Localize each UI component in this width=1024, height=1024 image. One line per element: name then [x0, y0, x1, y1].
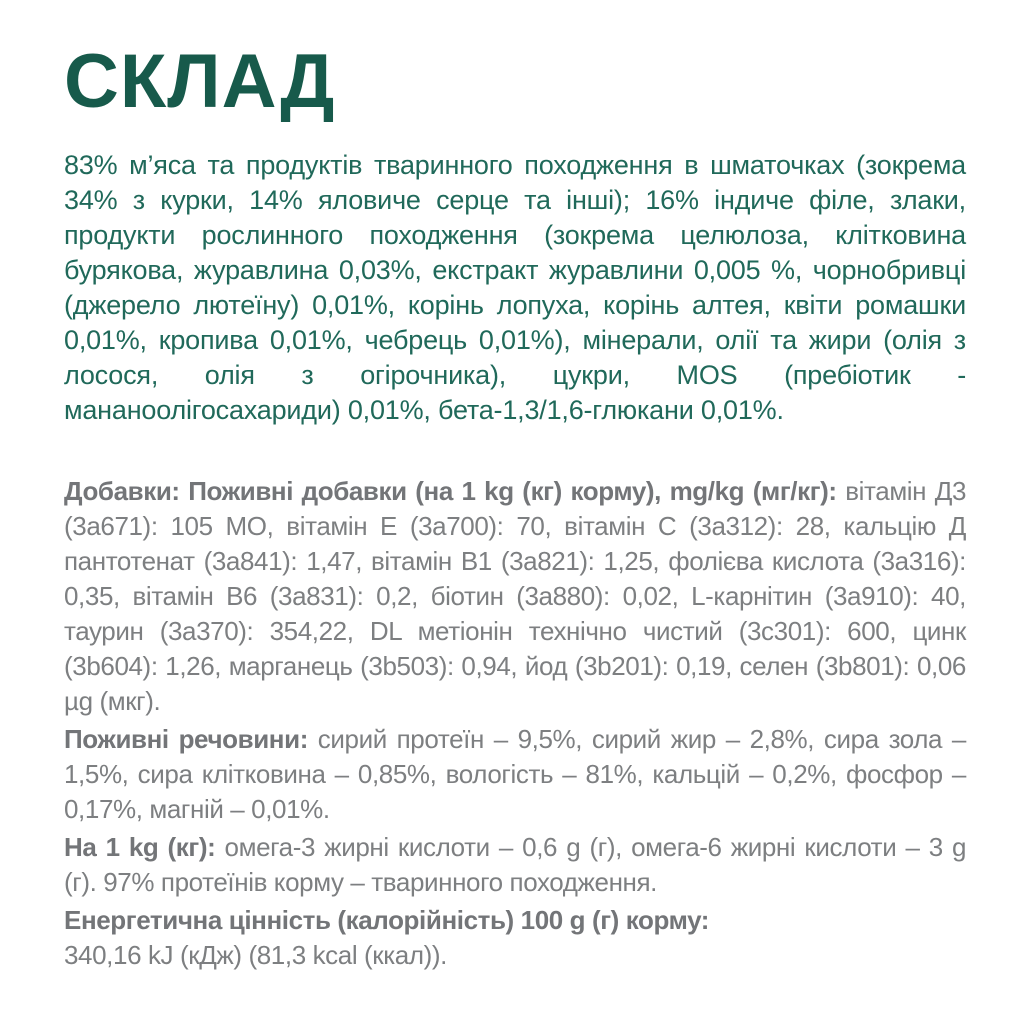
nutrients-paragraph: [64, 722, 966, 827]
additives-paragraph: [64, 474, 966, 719]
nutrients-text: сирий протеїн – 9,5%, сирий жир – 2,8%, сира зола – 1,5%, сира клітковина – 0,85%, вологість – 81%, кальцій – 0,2%, фосфор – 0,17%, магній – 0,01%.: [64, 724, 966, 824]
nutrients-label: Поживні речовини:: [64, 724, 308, 754]
energy-paragraph: [64, 903, 966, 973]
per-kg-paragraph: [64, 830, 966, 900]
nutrition-details: [64, 474, 966, 973]
energy-value: 340,16 kJ (кДж) (81,3 kcal (ккал)).: [64, 940, 447, 970]
additives-text: вітамін Д3 (3а671): 105 МО, вітамін Е (3а700): 70, вітамін С (3а312): 28, кальцію Д пантотенат (3а841): 1,47, вітамін В1 (3а821): 1,25, фолієва кислота (3а316): 0,35, вітамін В6 (3а831): 0,2, біотин (3а880): 0,02, L-карнітин (3а910): 40, таурин (3а370): 354,22, DL метіонін технічно чистий (3с301): 600, цинк (3b604): 1,26, марганець (3b503): 0,94, йод (3b201): 0,19, селен (3b801): 0,06 µg (мкг).: [64, 476, 967, 716]
page-title: СКЛАД: [64, 39, 336, 124]
per-kg-text: омега-3 жирні кислоти – 0,6 g (г), омега-6 жирні кислоти – 3 g (г). 97% протеїнів корму – тваринного походження.: [64, 832, 967, 897]
energy-label: Енергетична цінність (калорійність) 100 g (г) корму:: [64, 905, 710, 935]
additives-label: Добавки: Поживні добавки (на 1 kg (кг) корму), mg/kg (мг/кг):: [64, 476, 837, 506]
per-kg-label: На 1 kg (кг):: [64, 832, 216, 862]
composition-text: 83% м’яса та продуктів тваринного походження в шматочках (зокрема 34% з курки, 14% яловиче серце та інші); 16% індиче філе, злаки, продукти рослинного походження (зокрема целюлоза, клітковина бурякова, журавлина 0,03%, екстракт журавлини 0,005 %, чорнобривці (джерело лютеїну) 0,01%, корінь лопуха, корінь алтея, квіти ромашки 0,01%, кропива 0,01%, чебрець 0,01%), мінерали, олії та жири (олія з лосося, олія з огірочника), цукри, MOS (пребіотик - мананоолігосахариди) 0,01%, бета-1,3/1,6-глюкани 0,01%.: [64, 150, 966, 425]
